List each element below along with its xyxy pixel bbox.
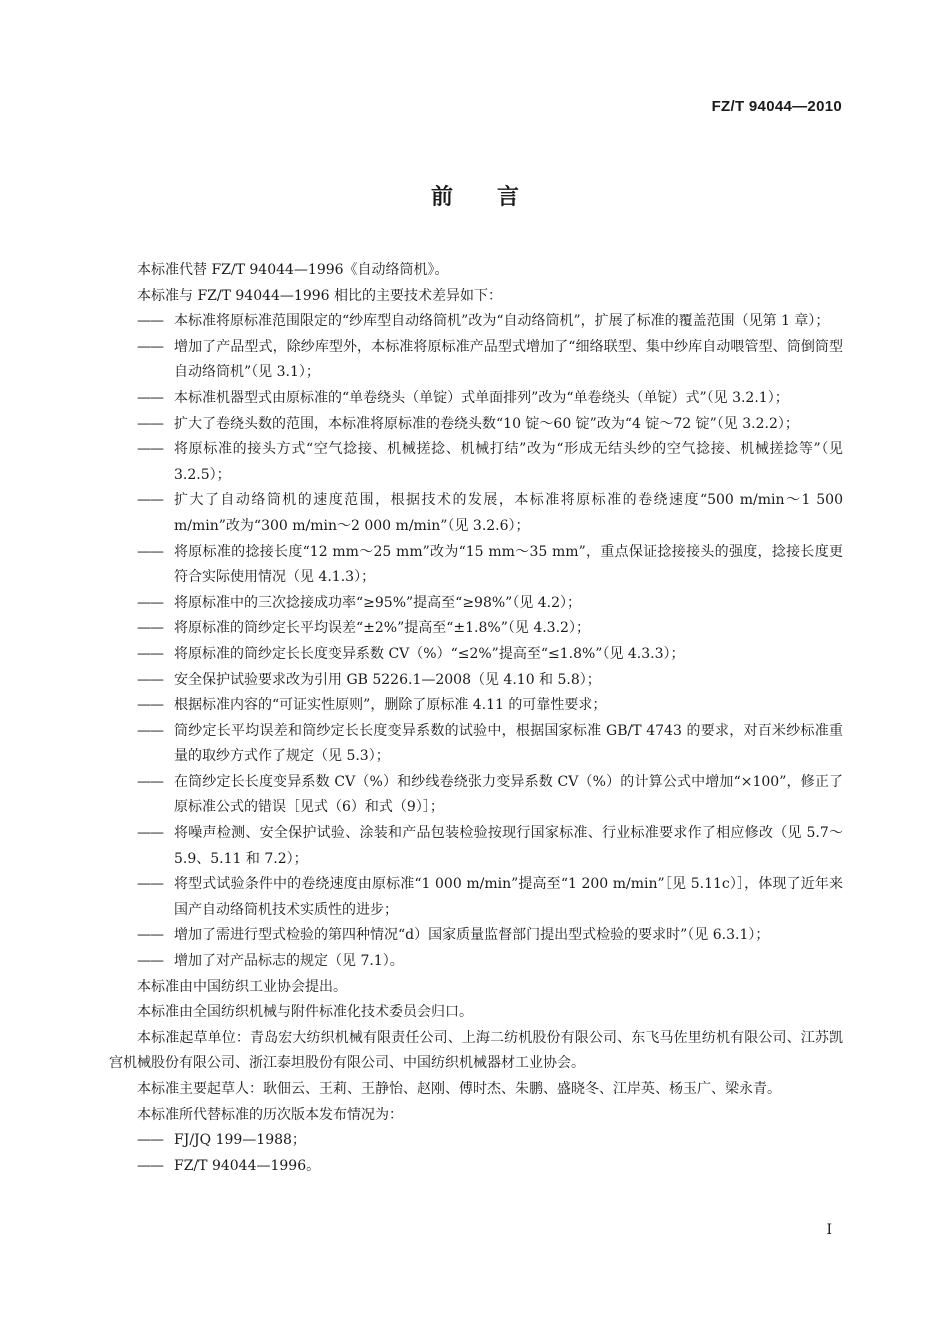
change-item-text: 扩大了自动络筒机的速度范围，根据技术的发展，本标准将原标准的卷绕速度“500 m/min～1 500 m/min”改为“300 m/min～2 000 m/min”（见 3.2.6）； bbox=[174, 492, 843, 534]
change-item bbox=[109, 616, 843, 642]
closing-paragraph: 本标准主要起草人：耿佃云、王莉、王静怡、赵刚、傅时杰、朱鹏、盛晓冬、江岸英、杨玉广、梁永青。 bbox=[137, 1081, 781, 1097]
dash-marker: —— bbox=[137, 671, 163, 688]
change-item-text: 在筒纱定长长度变异系数 CV（%）和纱线卷绕张力变异系数 CV（%）的计算公式中增加“×100”，修正了原标准公式的错误［见式（6）和式（9）］； bbox=[174, 773, 843, 816]
change-item-text: 扩大了卷绕头数的范围，本标准将原标准的卷绕头数“10 锭～60 锭”改为“4 锭～72 锭”（见 3.2.2）； bbox=[174, 415, 799, 432]
intro-paragraph: 本标准与 FZ/T 94044—1996 相比的主要技术差异如下： bbox=[137, 287, 503, 304]
dash-marker: —— bbox=[137, 773, 163, 790]
dash-marker: —— bbox=[137, 620, 163, 637]
change-item bbox=[109, 872, 843, 923]
change-item bbox=[109, 540, 843, 591]
dash-marker: —— bbox=[137, 876, 163, 893]
change-item bbox=[109, 693, 843, 719]
change-item bbox=[109, 437, 843, 488]
change-item bbox=[109, 335, 843, 386]
closing-paragraph: 本标准由全国纺织机械与附件标准化技术委员会归口。 bbox=[137, 1004, 473, 1021]
change-item bbox=[109, 386, 843, 412]
change-item-text: 将原标准的筒纱定长长度变异系数 CV（%）“≤2%”提高至“≤1.8%”（见 4.3.3）； bbox=[174, 645, 685, 662]
foreword-body bbox=[109, 258, 843, 1179]
dash-marker: —— bbox=[137, 927, 163, 944]
change-item bbox=[109, 770, 843, 821]
history-item-text: FJ/JQ 199—1988； bbox=[174, 1132, 306, 1149]
change-item-text: 安全保护试验要求改为引用 GB 5226.1—2008（见 4.10 和 5.8）； bbox=[174, 671, 601, 688]
dash-marker: —— bbox=[137, 594, 163, 611]
change-item-text: 将型式试验条件中的卷绕速度由原标准“1 000 m/min”提高至“1 200 m/min”［见 5.11c）］，体现了近年来国产自动络筒机技术实质性的进步； bbox=[174, 876, 843, 918]
dash-marker: —— bbox=[137, 825, 163, 842]
change-item-text: 本标准将原标准范围限定的“纱库型自动络筒机”改为“自动络筒机”，扩展了标准的覆盖范围（见第 1 章）； bbox=[174, 313, 830, 330]
change-item bbox=[109, 719, 843, 770]
change-item-text: 筒纱定长平均误差和筒纱定长长度变异系数的试验中，根据国家标准 GB/T 4743 的要求，对百米纱标准重量的取纱方式作了规定（见 5.3）； bbox=[174, 722, 843, 765]
change-item bbox=[109, 923, 843, 949]
change-item bbox=[109, 642, 843, 668]
change-item-text: 增加了需进行型式检验的第四种情况“d）国家质量监督部门提出型式检验的要求时”（见 6.3.1）； bbox=[174, 927, 770, 944]
dash-marker: —— bbox=[137, 953, 163, 970]
dash-marker: —— bbox=[137, 645, 163, 662]
standard-number: FZ/T 94044—2010 bbox=[711, 98, 842, 115]
change-item-text: 根据标准内容的“可证实性原则”，删除了原标准 4.11 的可靠性要求； bbox=[174, 697, 607, 714]
history-item bbox=[109, 1128, 843, 1154]
dash-marker: —— bbox=[137, 1157, 163, 1174]
dash-marker: —— bbox=[137, 389, 163, 406]
closing-paragraph: 本标准起草单位：青岛宏大纺织机械有限责任公司、上海二纺机股份有限公司、东飞马佐里纺机有限公司、江苏凯宫机械股份有限公司、浙江泰坦股份有限公司、中国纺织机械器材工业协会。 bbox=[109, 1029, 843, 1072]
dash-marker: —— bbox=[137, 722, 163, 739]
dash-marker: —— bbox=[137, 338, 163, 355]
change-item bbox=[109, 821, 843, 872]
page-title: 前言 bbox=[430, 185, 563, 210]
dash-marker: —— bbox=[137, 313, 163, 330]
change-item bbox=[109, 668, 843, 694]
closing-paragraph: 本标准所代替标准的历次版本发布情况为： bbox=[137, 1106, 403, 1123]
dash-marker: —— bbox=[137, 697, 163, 714]
change-item-text: 增加了产品型式，除纱库型外，本标准将原标准产品型式增加了“细络联型、集中纱库自动喂管型、筒倒筒型自动络筒机”（见 3.1）； bbox=[174, 338, 843, 381]
change-item bbox=[109, 949, 843, 975]
change-item bbox=[109, 412, 843, 438]
change-item-text: 将原标准中的三次捻接成功率“≥95%”提高至“≥98%”（见 4.2）； bbox=[174, 594, 582, 611]
dash-marker: —— bbox=[137, 441, 163, 458]
change-item-text: 将噪声检测、安全保护试验、涂装和产品包装检验按现行国家标准、行业标准要求作了相应修改（见 5.7～5.9、5.11 和 7.2）； bbox=[174, 825, 843, 867]
dash-marker: —— bbox=[137, 1132, 163, 1149]
change-item-text: 将原标准的筒纱定长平均误差“±2%”提高至“±1.8%”（见 4.3.2）； bbox=[174, 620, 590, 637]
change-item-text: 增加了对产品标志的规定（见 7.1）。 bbox=[174, 953, 404, 970]
dash-marker: —— bbox=[137, 415, 163, 432]
dash-marker: —— bbox=[137, 492, 163, 509]
intro-paragraph: 本标准代替 FZ/T 94044—1996《自动络筒机》。 bbox=[137, 262, 449, 278]
change-item-text: 本标准机器型式由原标准的“单卷绕头（单锭）式单面排列”改为“单卷绕头（单锭）式”（见 3.2.1）； bbox=[174, 389, 789, 406]
closing-paragraph: 本标准由中国纺织工业协会提出。 bbox=[137, 978, 347, 995]
history-item-text: FZ/T 94044—1996。 bbox=[174, 1157, 321, 1174]
change-item bbox=[109, 488, 843, 539]
page-number: I bbox=[826, 1222, 832, 1238]
dash-marker: —— bbox=[137, 543, 163, 560]
history-item bbox=[109, 1154, 843, 1180]
change-item-text: 将原标准的捻接长度“12 mm～25 mm”改为“15 mm～35 mm”，重点保证捻接接头的强度，捻接长度更符合实际使用情况（见 4.1.3）； bbox=[174, 543, 843, 586]
change-item-text: 将原标准的接头方式“空气捻接、机械搓捻、机械打结”改为“形成无结头纱的空气捻接、机械搓捻等”（见 3.2.5）； bbox=[174, 441, 843, 483]
change-item bbox=[109, 309, 843, 335]
change-item bbox=[109, 591, 843, 617]
